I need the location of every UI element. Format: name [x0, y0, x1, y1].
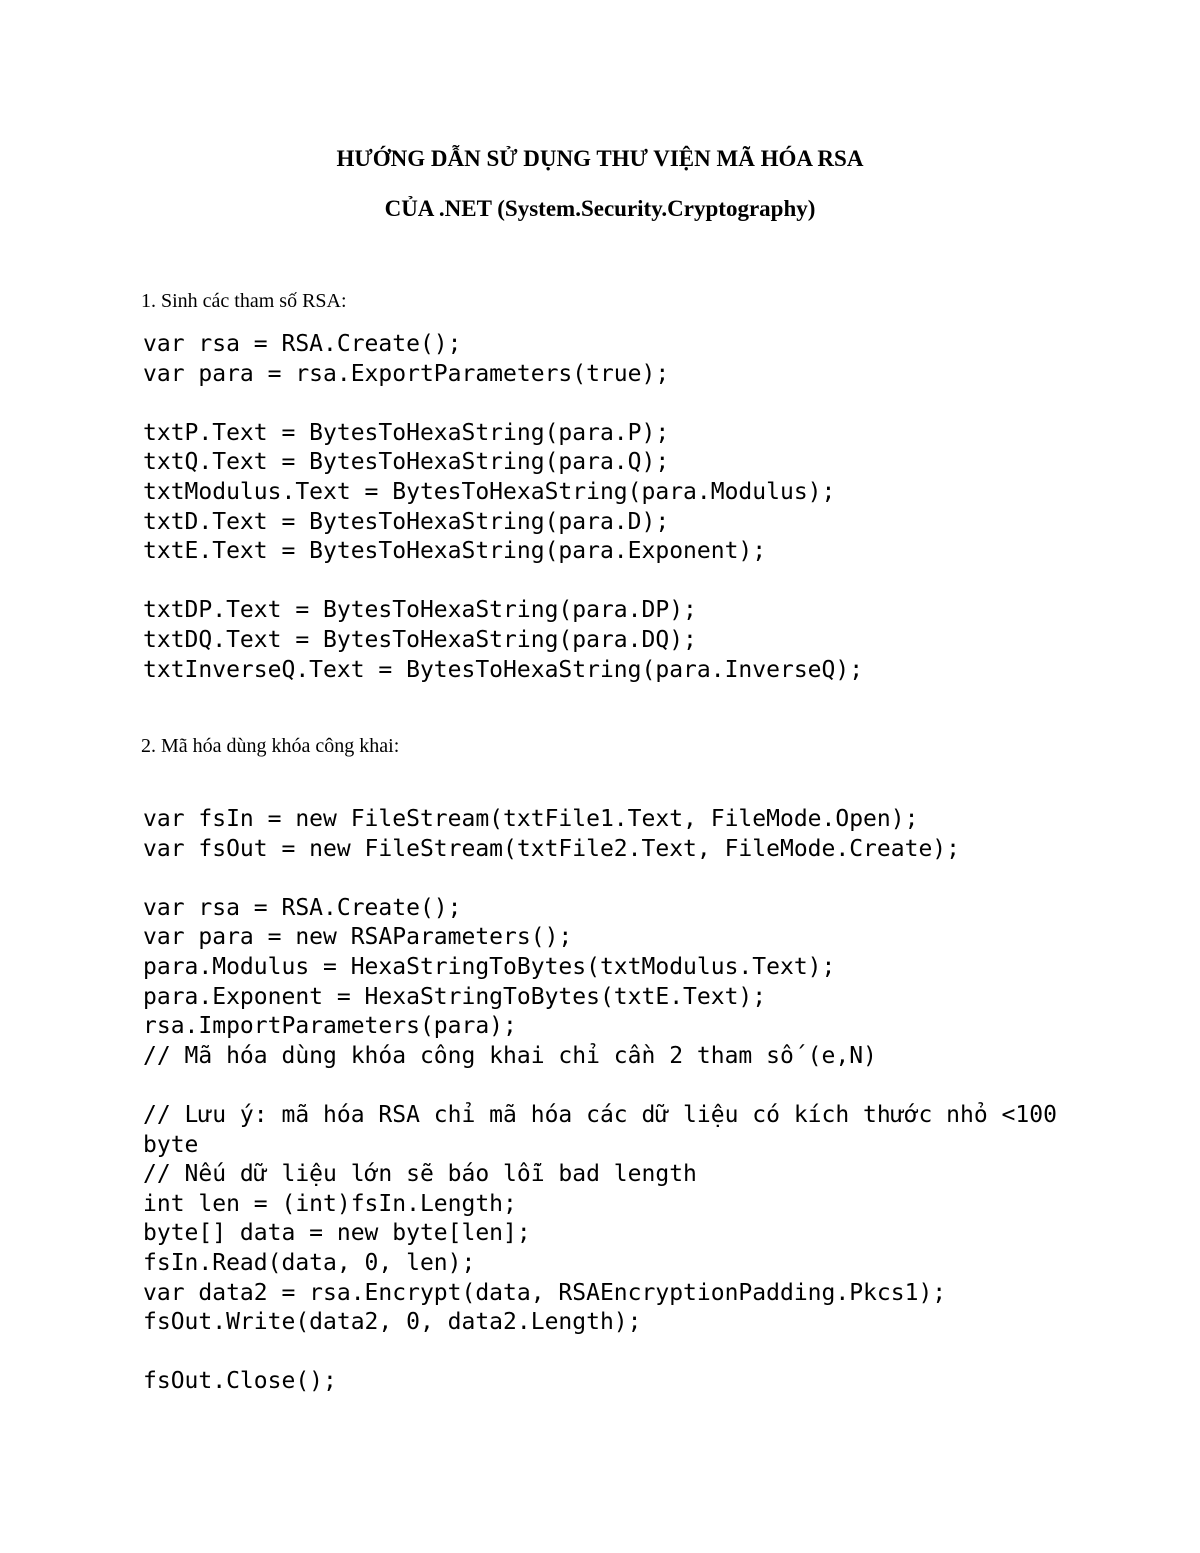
code-line: txtInverseQ.Text = BytesToHexaString(para.InverseQ); [143, 656, 864, 683]
code-line: fsOut.Write(data2, 0, data2.Length); [143, 1309, 642, 1336]
section-2-heading: 2. Mã hóa dùng khóa công khai: [141, 735, 400, 757]
code-line: // Nếu dữ liệu lớn sẽ báo lỗi bad length [143, 1161, 697, 1188]
code-line: var fsIn = new FileStream(txtFile1.Text, FileMode.Open); [143, 806, 919, 832]
code-line: fsOut.Close(); [143, 1368, 337, 1395]
code-line [143, 1338, 1057, 1368]
code-line: var para = new RSAParameters(); [143, 924, 573, 951]
code-line: var rsa = RSA.Create(); [143, 894, 462, 921]
section-2-code-block [143, 805, 1057, 1397]
code-line: para.Modulus = HexaStringToBytes(txtModulus.Text); [143, 953, 836, 980]
code-line: int len = (int)fsIn.Length; [143, 1190, 517, 1217]
code-line: rsa.ImportParameters(para); [143, 1013, 517, 1040]
code-line: var rsa = RSA.Create(); [143, 331, 462, 357]
code-line: byte[] data = new byte[len]; [143, 1220, 531, 1247]
document-title-line-2: CỦA .NET (System.Security.Cryptography) [384, 196, 816, 221]
document-title-line-1: HƯỚNG DẪN SỬ DỤNG THƯ VIỆN MÃ HÓA RSA [336, 146, 864, 171]
code-line: txtP.Text = BytesToHexaString(para.P); [143, 419, 670, 446]
code-line [143, 567, 863, 597]
code-line: txtModulus.Text = BytesToHexaString(para.Modulus); [143, 478, 836, 505]
code-line [143, 389, 863, 419]
code-line: txtDQ.Text = BytesToHexaString(para.DQ); [143, 626, 697, 653]
code-line: byte [143, 1131, 199, 1158]
section-1-heading: 1. Sinh các tham số RSA: [141, 290, 347, 312]
code-line: // Lưu ý: mã hóa RSA chỉ mã hóa các dữ liệu có kích thước nhỏ <100 [143, 1101, 1057, 1128]
code-line: txtQ.Text = BytesToHexaString(para.Q); [143, 449, 670, 476]
code-line: txtD.Text = BytesToHexaString(para.D); [143, 508, 670, 535]
code-line: txtDP.Text = BytesToHexaString(para.DP); [143, 597, 697, 624]
code-line: var fsOut = new FileStream(txtFile2.Text, FileMode.Create); [143, 835, 960, 862]
section-1-code-block [143, 330, 863, 685]
code-line [143, 864, 1057, 894]
code-line: fsIn.Read(data, 0, len); [143, 1249, 476, 1276]
code-line: var para = rsa.ExportParameters(true); [143, 360, 670, 387]
code-line [143, 1071, 1057, 1101]
code-line: var data2 = rsa.Encrypt(data, RSAEncryptionPadding.Pkcs1); [143, 1279, 947, 1306]
code-line: para.Exponent = HexaStringToBytes(txtE.Text); [143, 983, 767, 1010]
code-line: // Mã hóa dùng khóa công khai chỉ cần 2 tham số (e,N) [143, 1042, 877, 1069]
code-line: txtE.Text = BytesToHexaString(para.Exponent); [143, 538, 767, 565]
